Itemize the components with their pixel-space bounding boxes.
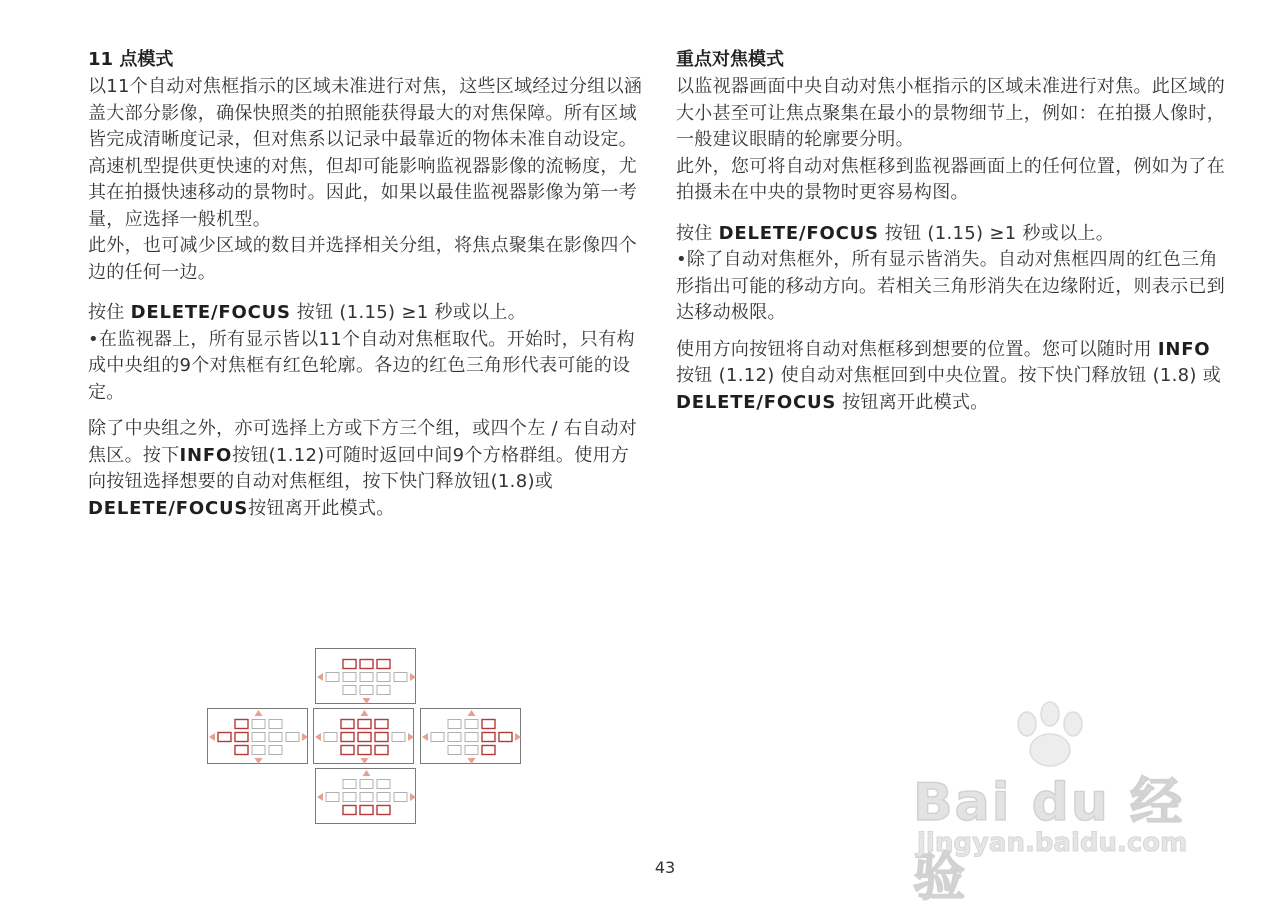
af-frames-svg xyxy=(208,709,309,765)
af-frame-inactive xyxy=(431,733,444,742)
paragraph: 高速机型提供更快速的对焦，但却可能影响监视器影像的流畅度，尤其在拍摄快速移动的景物时。因此，如果以最佳监视器影像为第一考量，应选择一般机型。 xyxy=(88,155,637,230)
af-frame-active xyxy=(482,746,495,755)
button-name-keyword: DELETE/FOCUS xyxy=(718,222,879,244)
af-frame-active xyxy=(341,746,354,755)
text-fragment: 使用方向按钮将自动对焦框移到想要的位置。您可以随时用 xyxy=(676,338,1158,360)
af-frame-diagram xyxy=(207,648,525,828)
af-frame-active xyxy=(375,746,388,755)
af-panel-top xyxy=(315,648,416,704)
af-frame-active xyxy=(360,806,373,815)
text-fragment: 按钮 (1.15) ≥1 秒或以上。 xyxy=(290,302,527,323)
af-frame-inactive xyxy=(286,733,299,742)
text-fragment: 按钮 (1.12) 使自动对焦框回到中央位置。按下快门释放钮 (1.8) 或 xyxy=(676,365,1222,386)
paragraph: 以11个自动对焦框指示的区域未准进行对焦，这些区域经过分组以涵盖大部分影像，确保快照类的拍照能获得最大的对焦保障。所有区域皆完成清晰度记录，但对焦系以记录中最靠近的物体未准自动设定。 xyxy=(88,76,643,150)
af-panel-right xyxy=(420,708,521,764)
af-frame-active xyxy=(377,806,390,815)
text-fragment: 按钮离开此模式。 xyxy=(836,391,989,413)
button-name-keyword: INFO xyxy=(1157,338,1211,360)
af-frame-inactive xyxy=(343,673,356,682)
af-frame-inactive xyxy=(360,780,373,789)
af-frame-inactive xyxy=(448,733,461,742)
text-fragment: 按钮(1.12)可随时返回中间9个方格群组。使用方向按钮选择想要的自动对焦框组，按下快门释放钮(1.8)或 xyxy=(88,444,630,492)
af-frames-svg xyxy=(316,649,417,705)
page-number: 43 xyxy=(654,858,676,877)
direction-arrow-icon xyxy=(255,758,263,764)
direction-arrow-icon xyxy=(422,733,428,741)
direction-arrow-icon xyxy=(468,758,476,764)
af-frame-active xyxy=(235,720,248,729)
af-frame-active xyxy=(343,806,356,815)
af-frame-active xyxy=(341,733,354,742)
paragraph-instruction xyxy=(88,300,643,327)
paragraph-instruction xyxy=(676,221,1232,248)
af-frame-inactive xyxy=(448,746,461,755)
af-frame-active xyxy=(235,746,248,755)
paragraph: •除了自动对焦框外，所有显示皆消失。自动对焦框四周的红色三角形指出可能的移动方向。若相关三角形消失在边缘附近，则表示已到达移动极限。 xyxy=(676,249,1225,323)
af-frames-svg xyxy=(421,709,522,765)
button-name-keyword: DELETE/FOCUS xyxy=(676,391,837,413)
af-frame-inactive xyxy=(448,720,461,729)
af-frame-inactive xyxy=(394,673,407,682)
af-frame-inactive xyxy=(360,793,373,802)
af-frame-active xyxy=(218,733,231,742)
direction-arrow-icon xyxy=(317,793,323,801)
direction-arrow-icon xyxy=(209,733,215,741)
direction-arrow-icon xyxy=(410,793,416,801)
paragraph: 此外，您可将自动对焦框移到监视器画面上的任何位置，例如为了在拍摄未在中央的景物时更容易构图。 xyxy=(676,155,1225,203)
direction-arrow-icon xyxy=(410,673,416,681)
af-frame-active xyxy=(499,733,512,742)
button-name-keyword: DELETE/FOCUS xyxy=(130,302,291,323)
af-frame-active xyxy=(343,660,356,669)
section-heading-spot-focus: 重点对焦模式 xyxy=(676,49,784,70)
text-fragment: 按钮 (1.15) ≥1 秒或以上。 xyxy=(878,222,1115,244)
af-frame-inactive xyxy=(269,746,282,755)
direction-arrow-icon xyxy=(468,710,476,716)
text-fragment: 按住 xyxy=(88,302,131,323)
af-frame-active xyxy=(235,733,248,742)
direction-arrow-icon xyxy=(515,733,521,741)
af-frame-active xyxy=(375,733,388,742)
paragraph: 以监视器画面中央自动对焦小框指示的区域未准进行对焦。此区域的大小甚至可让焦点聚集在最小的景物细节上，例如：在拍摄人像时，一般建议眼睛的轮廓要分明。 xyxy=(676,76,1225,150)
af-frame-inactive xyxy=(252,720,265,729)
watermark-url: jingyan.baidu.com xyxy=(917,828,1188,858)
af-frame-inactive xyxy=(269,733,282,742)
af-frame-inactive xyxy=(465,720,478,729)
direction-arrow-icon xyxy=(361,758,369,764)
button-name-keyword: DELETE/FOCUS xyxy=(88,497,249,519)
direction-arrow-icon xyxy=(361,710,369,716)
af-frame-active xyxy=(341,720,354,729)
af-panel-left xyxy=(207,708,308,764)
af-frame-inactive xyxy=(394,793,407,802)
af-frame-inactive xyxy=(343,793,356,802)
af-frames-svg xyxy=(316,769,417,825)
af-frames-svg xyxy=(314,709,415,765)
direction-arrow-icon xyxy=(302,733,308,741)
af-frame-active xyxy=(358,746,371,755)
paragraph: 此外，也可减少区域的数目并选择相关分组，将焦点聚集在影像四个边的任何一边。 xyxy=(88,235,637,283)
paragraph xyxy=(676,337,1232,417)
af-frame-active xyxy=(482,720,495,729)
af-frame-active xyxy=(360,660,373,669)
direction-arrow-icon xyxy=(317,673,323,681)
section-heading-11-point: 11 点模式 xyxy=(88,49,174,70)
af-panel-center xyxy=(313,708,414,764)
af-frame-inactive xyxy=(465,733,478,742)
af-frame-active xyxy=(358,733,371,742)
af-frame-inactive xyxy=(377,793,390,802)
af-frame-inactive xyxy=(252,733,265,742)
af-frame-inactive xyxy=(465,746,478,755)
direction-arrow-icon xyxy=(255,710,263,716)
af-frame-inactive xyxy=(360,673,373,682)
af-frame-inactive xyxy=(343,780,356,789)
af-frame-inactive xyxy=(377,780,390,789)
af-frame-inactive xyxy=(252,746,265,755)
af-frame-inactive xyxy=(377,673,390,682)
af-frame-active xyxy=(482,733,495,742)
direction-arrow-icon xyxy=(363,698,371,704)
af-frame-inactive xyxy=(326,793,339,802)
paragraph: •在监视器上，所有显示皆以11个自动对焦框取代。开始时，只有构成中央组的9个对焦框有红色轮廓。各边的红色三角形代表可能的设定。 xyxy=(88,328,635,403)
af-frame-inactive xyxy=(377,686,390,695)
baidu-watermark xyxy=(895,700,1215,908)
paragraph xyxy=(88,416,643,522)
af-frame-inactive xyxy=(392,733,405,742)
text-fragment: 除了中央组之外，亦可选择上方或下方三个组，或四个左 / 右自动对焦区。按下 xyxy=(88,418,638,466)
af-frame-inactive xyxy=(269,720,282,729)
right-column xyxy=(676,48,1232,416)
af-frame-inactive xyxy=(360,686,373,695)
text-fragment: 按钮离开此模式。 xyxy=(248,497,395,519)
left-column xyxy=(88,48,643,522)
af-frame-inactive xyxy=(343,686,356,695)
af-frame-active xyxy=(375,720,388,729)
direction-arrow-icon xyxy=(315,733,321,741)
af-panel-bottom xyxy=(315,768,416,824)
text-fragment: 按住 xyxy=(676,222,719,244)
direction-arrow-icon xyxy=(363,770,371,776)
af-frame-inactive xyxy=(324,733,337,742)
direction-arrow-icon xyxy=(408,733,414,741)
af-frame-active xyxy=(358,720,371,729)
af-frame-active xyxy=(377,660,390,669)
af-frame-inactive xyxy=(326,673,339,682)
watermark-logo-text: Bai du 经验 xyxy=(913,773,1184,908)
button-name-keyword: INFO xyxy=(179,444,233,466)
